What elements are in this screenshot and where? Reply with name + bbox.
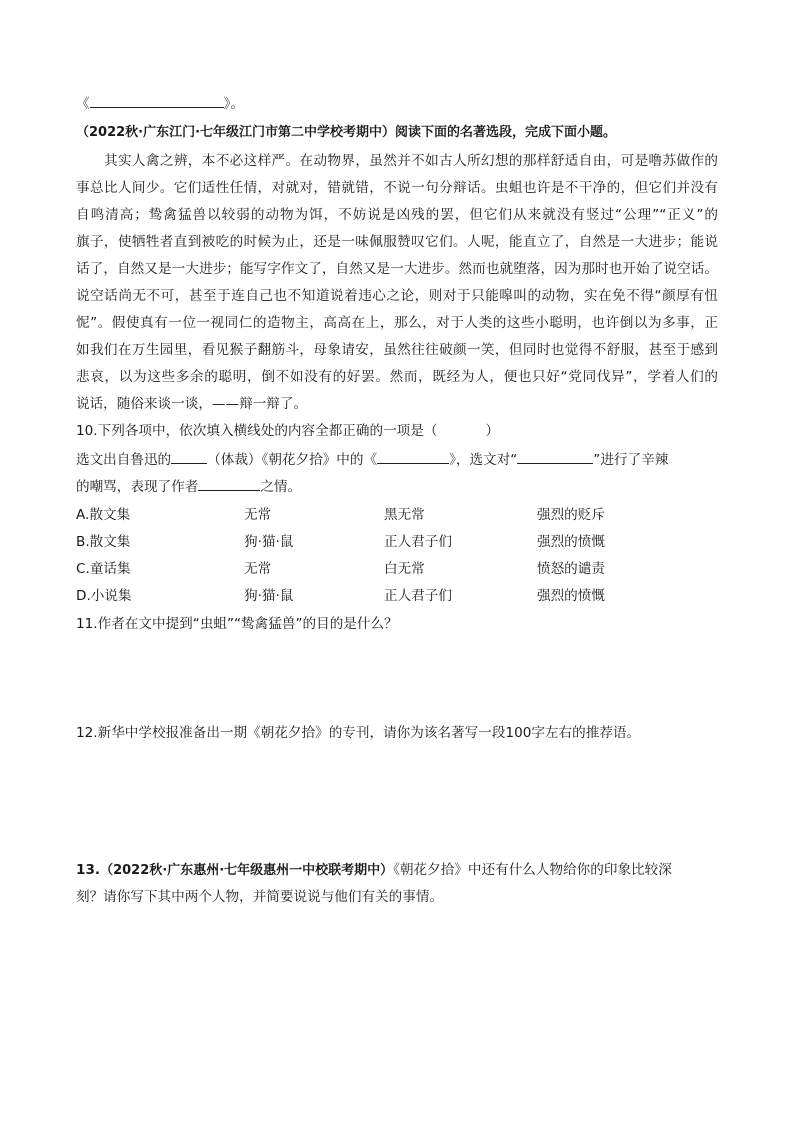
option-col-4: 强烈的愤慨 xyxy=(537,534,605,550)
option-col-2: 无常 xyxy=(244,561,272,577)
question-13-source: （2022秋·广东惠州·七年级惠州一中校联考期中） xyxy=(100,863,394,878)
passage-line-6: 说空话尚无不可，甚至于连自己也不知道说着违心之论，则对于只能嗥叫的动物，实在免不得“颜厚有忸 xyxy=(76,288,718,304)
option-col-4: 愤怒的谴责 xyxy=(537,561,605,577)
passage-line-4: 旗子，使牺牲者直到被吃的时候为止，还是一味佩服赞叹它们。人呢，能直立了，自然是一大进步；能说 xyxy=(76,234,718,250)
question-13-line-1 xyxy=(76,861,672,880)
fill-text-d: ”进行了辛辣 xyxy=(593,452,669,468)
option-col-2: 狗·猫·鼠 xyxy=(244,534,294,550)
option-label: D.小说集 xyxy=(76,588,132,604)
passage-line-9: 悲哀，以为这些多余的聪明，倒不如没有的好罢。然而，既经为人，便也只好“党同伐异”，学着人们的 xyxy=(76,369,718,385)
title-answer-line xyxy=(76,94,244,113)
fill-text-c: 》，选文对“ xyxy=(449,452,518,468)
passage-source: （2022秋·广东江门·七年级江门市第二中学校考期中）阅读下面的名著选段，完成下面小题。 xyxy=(76,125,617,140)
passage-line-1: 其实人禽之辨，本不必这样严。在动物界，虽然并不如古人所幻想的那样舒适自由，可是噜苏做作的 xyxy=(104,153,718,169)
option-col-4: 强烈的贬斥 xyxy=(537,507,605,523)
question-13-text: 《朝花夕拾》中还有什么人物给你的印象比较深 xyxy=(393,862,672,878)
fill-text-a: 选文出自鲁迅的 xyxy=(76,452,172,468)
option-col-3: 正人君子们 xyxy=(384,588,452,604)
passage-line-10: 说话，随俗来谈一谈，——辩一辩了。 xyxy=(76,396,308,412)
question-11: 11.作者在文中提到“虫蛆”“鸷禽猛兽”的目的是什么？ xyxy=(76,616,398,632)
fill-text-b: （体裁）《朝花夕拾》中的《 xyxy=(207,452,378,468)
fill-blank-genre xyxy=(171,450,207,464)
passage-line-5: 话了，自然又是一大进步；能写字作文了，自然又是一大进步。然而也就堕落，因为那时也开始了说空话。 xyxy=(76,261,718,277)
question-13-number: 13. xyxy=(76,862,101,878)
question-10-close: ） xyxy=(485,423,500,439)
option-col-2: 无常 xyxy=(244,507,272,523)
option-col-3: 正人君子们 xyxy=(384,534,452,550)
question-12: 12.新华中学校报准备出一期《朝花夕拾》的专刊，请你为该名著写一段100字左右的推荐语。 xyxy=(76,725,641,741)
passage-line-8: 如我们在万生园里，看见猴子翻筋斗，母象请安，虽然往往破颜一笑，但同时也觉得不舒服，甚至于感到 xyxy=(76,342,718,358)
question-10-text: 10.下列各项中，依次填入横线处的内容全都正确的一项是（ xyxy=(76,423,438,439)
option-col-4: 强烈的愤慨 xyxy=(537,588,605,604)
fill-blank-chapter xyxy=(377,450,449,464)
passage-line-3: 自鸣清高；鸷禽猛兽以较弱的动物为饵，不妨说是凶残的罢，但它们从来就没有竖过“公理”“正义”的 xyxy=(76,207,718,223)
option-col-3: 黑无常 xyxy=(384,507,425,523)
option-label: A.散文集 xyxy=(76,507,131,523)
passage-line-7: 怩”。假使真有一位一视同仁的造物主，高高在上，那么，对于人类的这些小聪明，也许倒以为多事，正 xyxy=(76,315,718,331)
fill-blank-target xyxy=(517,450,593,464)
answer-blank xyxy=(90,94,224,108)
question-13-line-2: 刻？请你写下其中两个人物，并简要说说与他们有关的事情。 xyxy=(76,889,444,905)
fill-text-f: 之情。 xyxy=(260,479,302,495)
question-10-fill-line-2 xyxy=(76,477,301,496)
passage-line-2: 事总比人间少。它们适性任情，对就对，错就错，不说一句分辩话。虫蛆也许是不干净的，但它们并没有 xyxy=(76,180,718,196)
question-10-stem xyxy=(76,422,499,440)
fill-text-e: 的嘲骂，表现了作者 xyxy=(76,479,199,495)
close-book-bracket: 》。 xyxy=(223,96,244,112)
option-col-2: 狗·猫·鼠 xyxy=(244,588,294,604)
fill-blank-emotion xyxy=(198,477,260,491)
option-label: B.散文集 xyxy=(76,534,131,550)
open-book-bracket: 《 xyxy=(76,96,90,112)
option-col-3: 白无常 xyxy=(384,561,425,577)
option-label: C.童话集 xyxy=(76,561,131,577)
question-10-fill-line-1 xyxy=(76,450,668,469)
